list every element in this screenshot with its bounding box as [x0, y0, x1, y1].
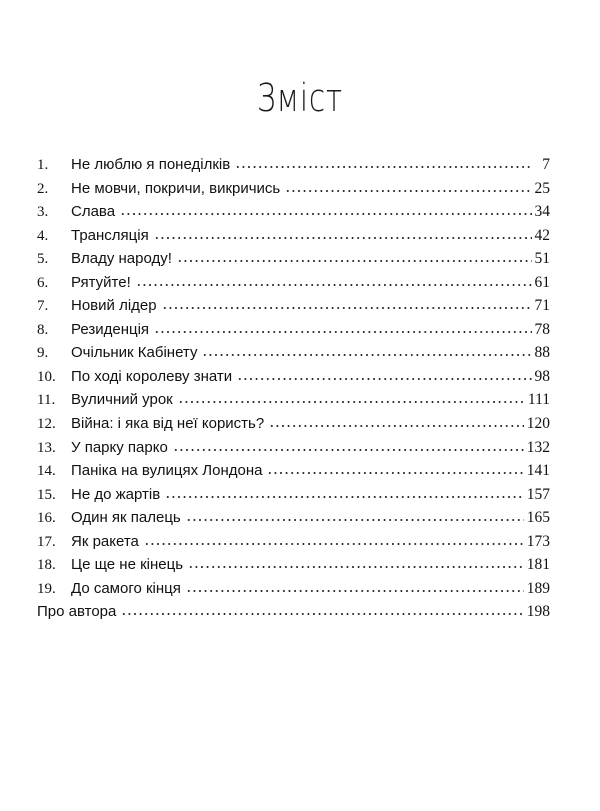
dot-leader: [267, 472, 523, 474]
dot-leader: [178, 401, 525, 403]
toc-entry: [37, 294, 550, 318]
dot-leader: [285, 190, 531, 192]
toc-entry: [37, 553, 550, 577]
toc-entry-title: Новий лідер: [71, 297, 157, 315]
toc-entry-page: 189: [526, 579, 550, 597]
toc-entry-number: 6.: [37, 274, 49, 291]
toc-entry: [37, 483, 550, 507]
toc-entry: [37, 600, 550, 624]
toc-entry: [37, 412, 550, 436]
toc-entry-title: Про автора: [37, 603, 117, 621]
toc-entry: [37, 388, 550, 412]
toc-entry-title: По ході королеву знати: [71, 367, 233, 385]
toc-entry-number: 10.: [37, 368, 56, 385]
toc-entry: [37, 177, 550, 201]
toc-entry-page: 34: [534, 203, 550, 221]
dot-leader: [235, 166, 533, 168]
toc-entry-page: 181: [526, 556, 550, 574]
toc-entry-page: 173: [526, 532, 550, 550]
toc-entry-number: 4.: [37, 227, 49, 244]
toc-entry-number: 7.: [37, 298, 49, 315]
toc-entry-title: Паніка на вулицях Лондона: [71, 462, 263, 480]
toc-entry-title: До самого кінця: [71, 579, 181, 597]
toc-entry: [37, 153, 550, 177]
toc-entry-number: 13.: [37, 439, 56, 456]
toc-entry-page: 141: [526, 462, 550, 480]
toc-entry-page: 61: [534, 273, 550, 291]
toc-entry-page: 71: [534, 297, 550, 315]
toc-entry-title: Війна: і яка від неї користь?: [71, 415, 265, 433]
toc-entry-number: 17.: [37, 533, 56, 550]
toc-entry-title: Слава: [71, 203, 116, 221]
toc-entry-title: Очільник Кабінету: [71, 344, 198, 362]
toc-entry-page: 198: [526, 603, 550, 621]
dot-leader: [154, 331, 531, 333]
toc-entry-page: 165: [526, 509, 550, 527]
toc-entry-title: Один як палець: [71, 509, 181, 527]
toc-entry-title: Трансляція: [71, 226, 149, 244]
toc-entry-page: 157: [526, 485, 550, 503]
dot-leader: [154, 237, 532, 239]
toc-entry-number: 1.: [37, 157, 49, 173]
dot-leader: [188, 566, 524, 568]
toc-entry: [37, 318, 550, 342]
dot-leader: [162, 307, 532, 309]
toc-list: [37, 153, 550, 624]
toc-entry: [37, 530, 550, 554]
dot-leader: [186, 590, 524, 592]
toc-entry: [37, 341, 550, 365]
toc-entry-number: 16.: [37, 510, 56, 527]
dot-leader: [186, 519, 524, 521]
toc-entry-page: 51: [534, 250, 550, 268]
toc-entry-number: 5.: [37, 251, 49, 268]
toc-entry-title: Це ще не кінець: [71, 556, 184, 574]
toc-entry: [37, 224, 550, 248]
dot-leader: [269, 425, 524, 427]
dot-leader: [165, 496, 524, 498]
toc-entry-title: Не люблю я понеділків: [71, 156, 231, 173]
toc-entry-title: Рятуйте!: [71, 273, 131, 291]
dot-leader: [136, 284, 532, 286]
toc-entry: [37, 247, 550, 271]
toc-entry: [37, 577, 550, 601]
toc-entry-page: 111: [527, 391, 550, 409]
dot-leader: [121, 613, 523, 615]
dot-leader: [120, 213, 531, 215]
toc-entry-number: 18.: [37, 557, 56, 574]
toc-entry-title: Як ракета: [71, 532, 139, 550]
toc-entry-title: Резиденція: [71, 320, 150, 338]
dot-leader: [173, 449, 524, 451]
toc-entry: [37, 436, 550, 460]
toc-entry-page: 25: [534, 179, 550, 197]
toc-entry-title: У парку парко: [71, 438, 168, 456]
toc-entry-page: 78: [534, 320, 550, 338]
toc-entry-page: 88: [534, 344, 550, 362]
toc-entry: [37, 271, 550, 295]
toc-entry-number: 2.: [37, 180, 49, 197]
dot-leader: [202, 354, 531, 356]
toc-entry-number: 14.: [37, 463, 56, 480]
toc-entry-number: 3.: [37, 204, 49, 221]
toc-entry-number: 19.: [37, 580, 56, 597]
toc-entry: [37, 365, 550, 389]
toc-entry-page: 98: [534, 367, 550, 385]
toc-entry-number: 9.: [37, 345, 49, 362]
toc-entry-number: 15.: [37, 486, 56, 503]
dot-leader: [177, 260, 532, 262]
toc-entry-page: 7: [542, 156, 550, 173]
dot-leader: [144, 543, 524, 545]
toc-entry-page: 120: [526, 415, 550, 433]
toc-entry-page: 42: [534, 226, 550, 244]
toc-entry-title: Не до жартів: [71, 485, 161, 503]
toc-entry-title: Владу народу!: [71, 250, 172, 268]
dot-leader: [237, 378, 531, 380]
toc-entry-title: Вуличний урок: [71, 391, 173, 409]
toc-entry-number: 12.: [37, 416, 56, 433]
toc-entry: [37, 506, 550, 530]
toc-entry: [37, 200, 550, 224]
toc-entry: [37, 459, 550, 483]
toc-entry-number: 11.: [37, 392, 56, 409]
toc-entry-page: 132: [526, 438, 550, 456]
page-title: Зміст: [257, 76, 343, 120]
toc-entry-number: 8.: [37, 321, 49, 338]
toc-entry-title: Не мовчи, покричи, викричись: [71, 179, 281, 197]
